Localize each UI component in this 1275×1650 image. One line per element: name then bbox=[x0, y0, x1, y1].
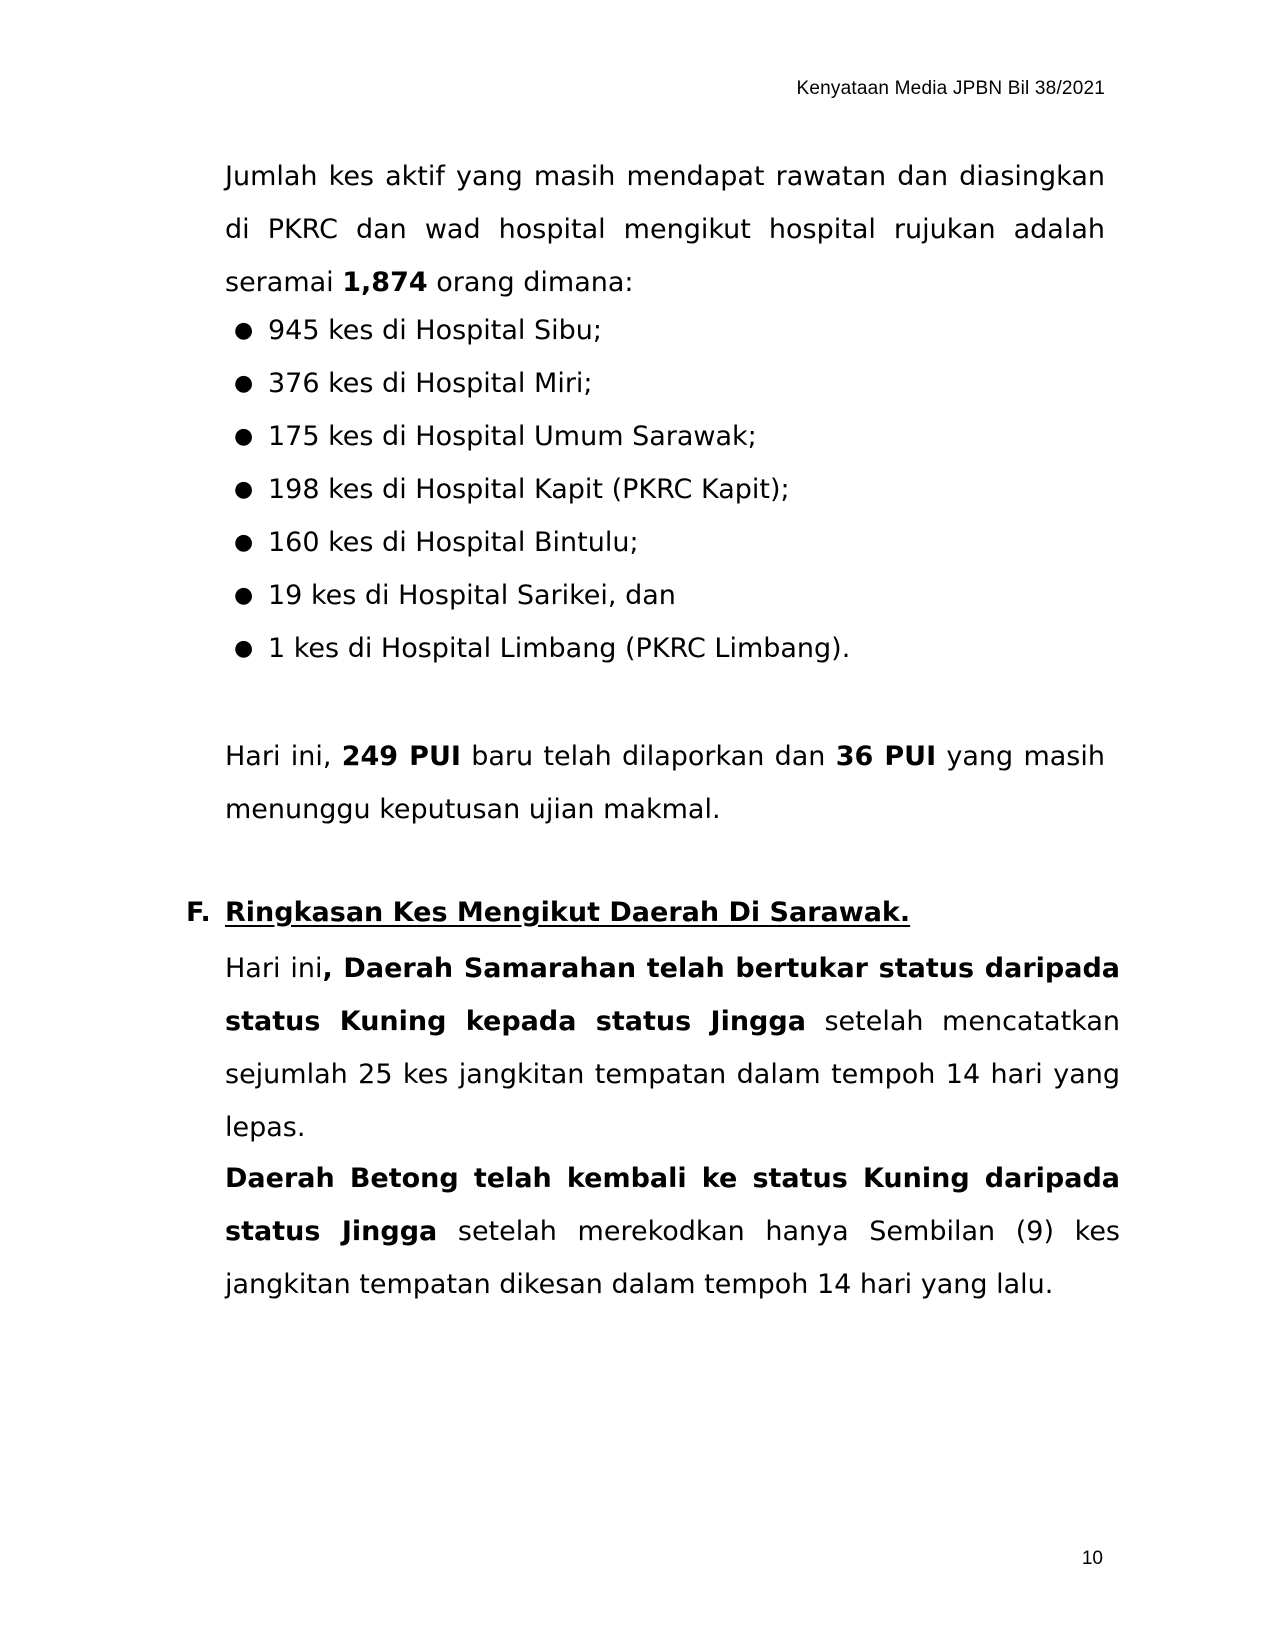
list-item bbox=[225, 463, 850, 516]
pui-text-3: yang masih menunggu keputusan ujian makmal. bbox=[225, 741, 1105, 825]
pui-text-2: baru telah dilaporkan dan bbox=[460, 741, 836, 772]
bullet-icon: ● bbox=[234, 371, 254, 396]
pui-paragraph bbox=[225, 730, 1105, 836]
page-header: Kenyataan Media JPBN Bil 38/2021 bbox=[796, 78, 1105, 99]
list-item-text: 160 kes di Hospital Bintulu; bbox=[268, 527, 639, 558]
list-item-text: 175 kes di Hospital Umum Sarawak; bbox=[268, 421, 757, 452]
list-item-text: 198 kes di Hospital Kapit (PKRC Kapit); bbox=[268, 474, 790, 505]
bullet-icon: ● bbox=[234, 636, 254, 661]
bullet-icon: ● bbox=[234, 477, 254, 502]
list-item-text: 1 kes di Hospital Limbang (PKRC Limbang). bbox=[268, 633, 851, 664]
bullet-icon: ● bbox=[234, 318, 254, 343]
hospital-cases-list bbox=[225, 304, 850, 675]
list-item bbox=[225, 304, 850, 357]
samarahan-text-1: Hari ini bbox=[225, 953, 323, 984]
active-cases-total: 1,874 bbox=[342, 267, 428, 298]
list-item bbox=[225, 516, 850, 569]
bullet-icon: ● bbox=[234, 424, 254, 449]
betong-status-change: Daerah Betong telah kembali ke status Kuning daripada status Jingga bbox=[225, 1163, 1120, 1247]
pui-new-count: 249 PUI bbox=[341, 741, 461, 772]
list-item-text: 945 kes di Hospital Sibu; bbox=[268, 315, 603, 346]
list-item bbox=[225, 569, 850, 622]
pui-pending-count: 36 PUI bbox=[835, 741, 937, 772]
list-item bbox=[225, 357, 850, 410]
pui-text-1: Hari ini, bbox=[225, 741, 342, 772]
list-item-text: 19 kes di Hospital Sarikei, dan bbox=[268, 580, 676, 611]
list-item bbox=[225, 410, 850, 463]
betong-paragraph bbox=[225, 1152, 1120, 1311]
page-number: 10 bbox=[1081, 1548, 1103, 1569]
active-cases-paragraph bbox=[225, 150, 1105, 309]
active-cases-text-start: Jumlah kes aktif yang masih mendapat rawatan dan diasingkan di PKRC dan wad hospital mengikut hospital rujukan adalah seramai bbox=[225, 161, 1105, 298]
section-title: Ringkasan Kes Mengikut Daerah Di Sarawak. bbox=[225, 897, 911, 928]
section-heading bbox=[186, 893, 910, 933]
samarahan-text-2: setelah mencatatkan sejumlah 25 kes jangkitan tempatan dalam tempoh 14 hari yang lepas. bbox=[225, 1006, 1120, 1143]
samarahan-status-change: , Daerah Samarahan telah bertukar status daripada status Kuning kepada status Jingga bbox=[225, 953, 1121, 1037]
bullet-icon: ● bbox=[234, 583, 254, 608]
samarahan-paragraph bbox=[225, 942, 1120, 1154]
list-item-text: 376 kes di Hospital Miri; bbox=[268, 368, 593, 399]
betong-text-1: setelah merekodkan hanya Sembilan (9) kes jangkitan tempatan dikesan dalam tempoh 14 hari yang lalu. bbox=[225, 1216, 1120, 1300]
active-cases-text-end: orang dimana: bbox=[427, 267, 634, 298]
section-letter: F. bbox=[186, 897, 211, 928]
bullet-icon: ● bbox=[234, 530, 254, 555]
list-item bbox=[225, 622, 850, 675]
